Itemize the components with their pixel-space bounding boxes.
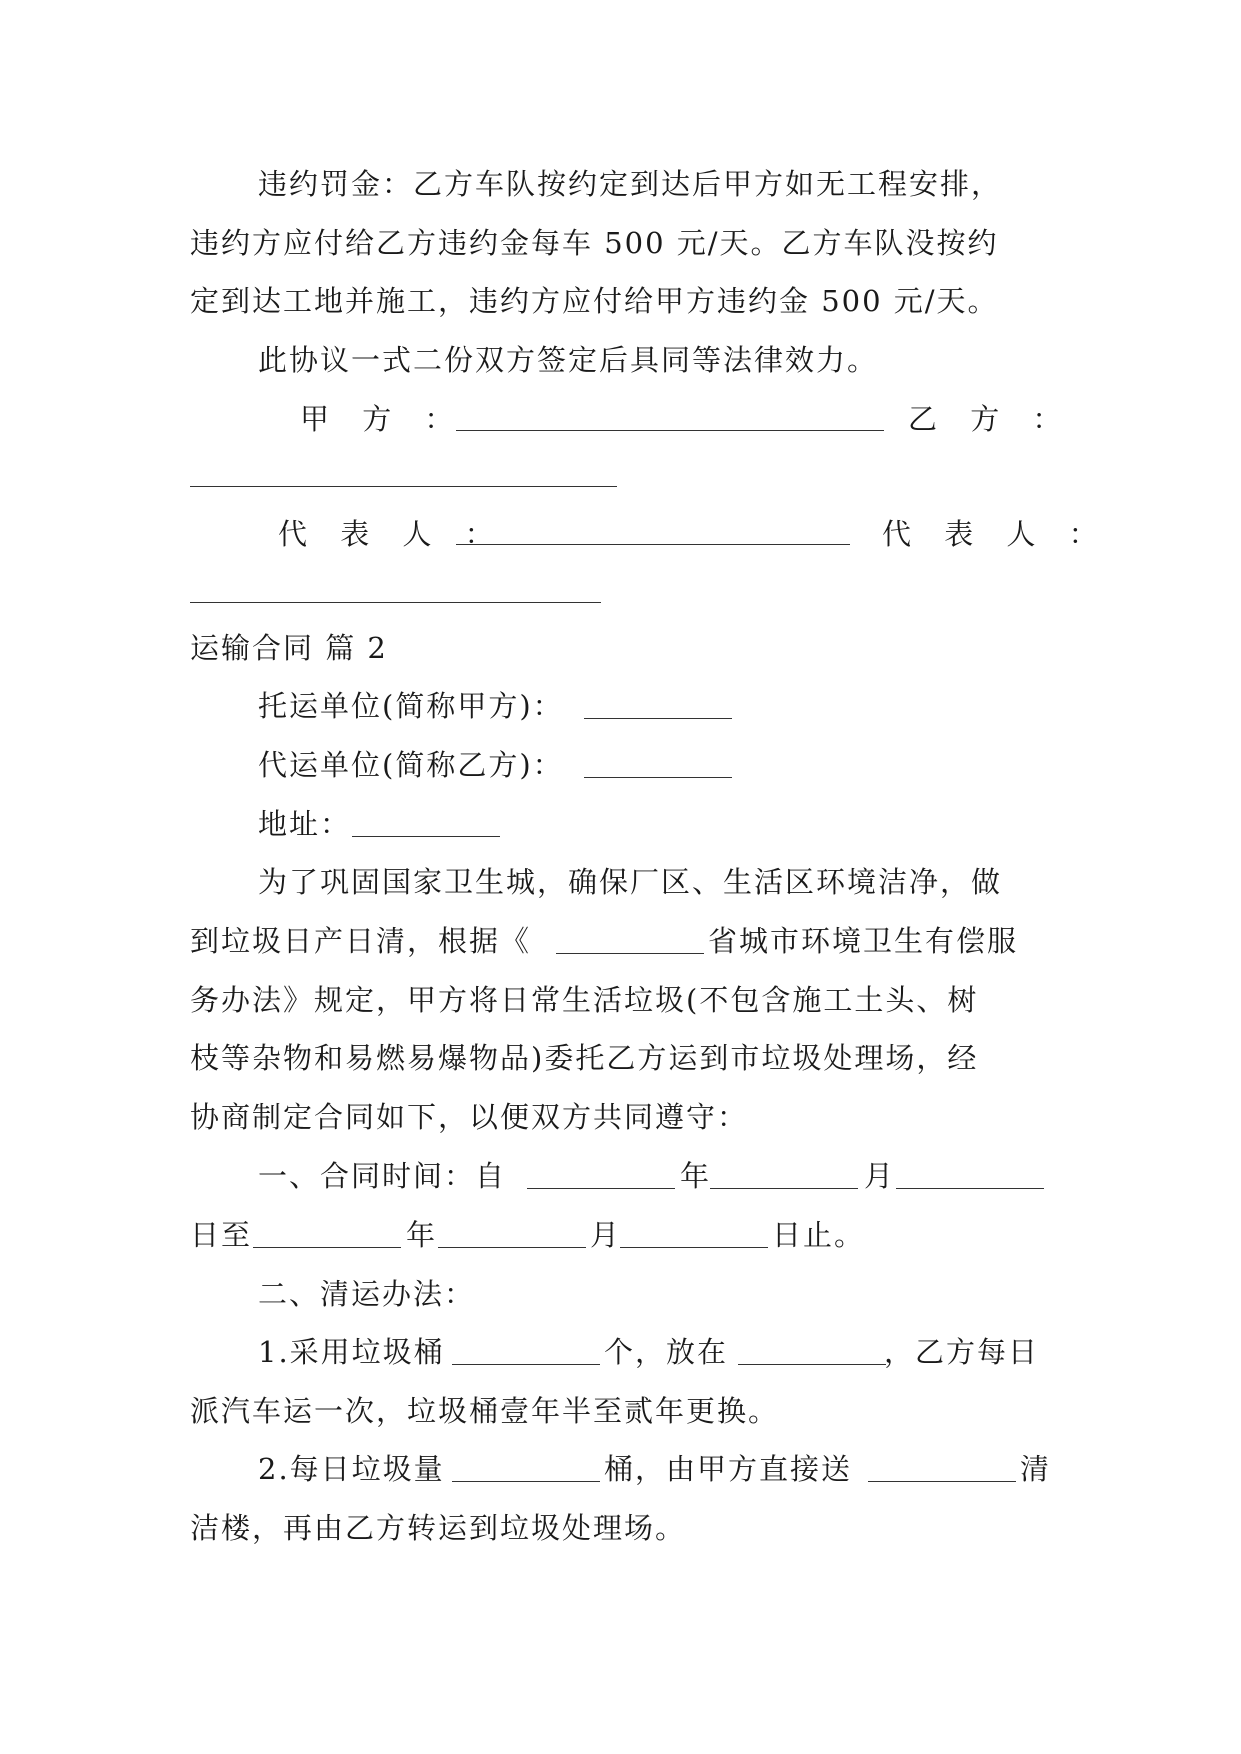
term-month-unit: 月 (864, 1159, 896, 1193)
method-2-c: 清 (1020, 1452, 1052, 1486)
rep-a-signature-line (456, 544, 850, 545)
method-2-a: 2.每日垃圾量 (258, 1452, 445, 1486)
consignor-blank (584, 718, 732, 719)
term-end-month-blank (438, 1247, 586, 1248)
term-end-day-blank (620, 1247, 768, 1248)
method-1-c: ，乙方每日 (884, 1335, 1040, 1369)
carrier-label: 代运单位(简称乙方)： (258, 748, 564, 782)
bin-location-blank (738, 1364, 886, 1365)
intro-line-2a: 到垃圾日产日清，根据《 (190, 924, 532, 958)
agreement-copies-text: 此协议一式二份双方签定后具同等法律效力。 (258, 343, 879, 377)
intro-line-1: 为了巩固国家卫生城，确保厂区、生活区环境洁净，做 (258, 865, 1003, 899)
method-title: 二、清运办法： (258, 1277, 476, 1311)
intro-line-2b: 省城市环境卫生有偿服 (708, 924, 1019, 958)
term-start-month-blank (710, 1188, 858, 1189)
method-2-line-2: 洁楼，再由乙方转运到垃圾处理场。 (190, 1511, 687, 1545)
daily-volume-blank (452, 1481, 600, 1482)
delivery-target-blank (868, 1481, 1016, 1482)
term-start-year-blank (527, 1188, 675, 1189)
term-day-end: 日止。 (772, 1218, 866, 1252)
term-end-year-blank (253, 1247, 401, 1248)
rep-b-signature-line (190, 602, 601, 603)
intro-line-3: 务办法》规定，甲方将日常生活垃圾(不包含施工土头、树 (190, 983, 979, 1017)
carrier-blank (584, 777, 732, 778)
method-1-a: 1.采用垃圾桶 (258, 1335, 445, 1369)
term-year-unit: 年 (680, 1159, 712, 1193)
term-label: 一、合同时间：自 (258, 1159, 507, 1193)
penalty-line-1: 违约罚金：乙方车队按约定到达后甲方如无工程安排， (258, 167, 1003, 201)
party-b-signature-line (190, 486, 617, 487)
term-end-year-unit: 年 (406, 1218, 438, 1252)
penalty-line-3: 定到达工地并施工，违约方应付给甲方违约金 500 元/天。 (190, 284, 999, 318)
address-blank (352, 836, 500, 837)
method-2-b: 桶，由甲方直接送 (604, 1452, 853, 1486)
rep-b-label: 代 表 人 ： (882, 517, 1110, 551)
party-a-label: 甲 方 ： (300, 402, 466, 436)
penalty-line-2: 违约方应付给乙方违约金每车 500 元/天。乙方车队没按约 (190, 226, 999, 260)
term-day-to: 日至 (190, 1218, 253, 1252)
intro-line-4: 枝等杂物和易燃易爆物品)委托乙方运到市垃圾处理场，经 (190, 1041, 979, 1075)
address-label: 地址： (258, 807, 352, 841)
method-1-line-2: 派汽车运一次，垃圾桶壹年半至贰年更换。 (190, 1394, 780, 1428)
party-a-signature-line (456, 430, 884, 431)
bin-count-blank (452, 1364, 600, 1365)
province-blank (556, 953, 704, 954)
rep-a-label: 代 表 人 ： (278, 517, 506, 551)
consignor-label: 托运单位(简称甲方)： (258, 689, 564, 723)
intro-line-5: 协商制定合同如下，以便双方共同遵守： (190, 1100, 749, 1134)
method-1-b: 个，放在 (604, 1335, 729, 1369)
section-title: 运输合同 篇 2 (190, 631, 388, 665)
party-b-label: 乙 方 ： (908, 402, 1074, 436)
term-end-month-unit: 月 (590, 1218, 622, 1252)
term-start-day-blank (896, 1188, 1044, 1189)
